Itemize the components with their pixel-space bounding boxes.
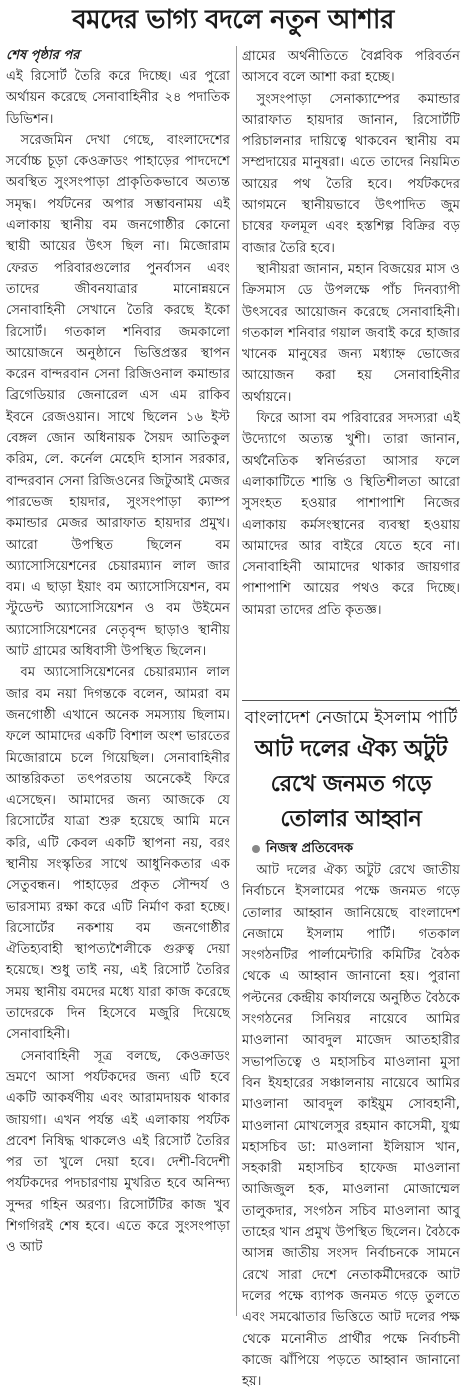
story-separator [242, 700, 460, 701]
left-paragraph: সেনাবাহিনী সূত্র বলছে, কেওক্রাডং ভ্রমণে আসা পর্যটকদের জন্য এটি হবে একটি আকর্ষণীয় এবং আরামদায়ক থাকার জায়গা। এখন পর্যন্ত এই এলাকায় পর্যটক প্রবেশ নিষিদ্ধ থাকলেও এই রিসোর্ট তৈরির পর তা খুলে দেয়া হবে। দেশী-বিদেশী পর্যটকদের পদচারণায় মুখরিত হবে অনিন্দ্য সুন্দর গহিন অরণ্য। রিসোর্টটির কাজ খুব শিগগিরই শেষ হবে। এতে করে সুংসংপাড়া ও আট [6, 1048, 230, 1256]
column-divider [236, 46, 237, 1316]
left-column [6, 46, 230, 1259]
continued-from-label: শেষ পৃষ্ঠার পর [6, 48, 80, 63]
right-paragraph: গ্রামের অর্থনীতিতে বৈপ্লবিক পরিবর্তন আসবে বলে আশা করা হচ্ছে। [242, 49, 460, 86]
left-paragraph: এই রিসোর্ট তৈরি করে দিচ্ছে। এর পুরো অর্থায়ন করেছে সেনাবাহিনীর ২৪ পদাতিক ডিভিশন। [6, 69, 230, 127]
second-story-body [242, 860, 460, 1392]
left-paragraph: সরেজমিন দেখা গেছে, বাংলাদেশের সর্বোচ্চ চূড়া কেওক্রাডং পাহাড়ের পাদদেশে অবস্থিত সুংসংপাড়া প্রাকৃতিকভাবে অত্যন্ত সমৃদ্ধ। পর্যটনের অপার সম্ভাবনাময় এই এলাকায় স্থানীয় বম জনগোষ্ঠীর কোনো স্থায়ী আয়ের উৎস ছিল না। মিজোরাম ফেরত পরিবারগুলোর পুনর্বাসন এবং তাদের জীবনযাত্রার মানোন্নয়নে সেনাবাহিনী সেখানে তৈরি করছে ইকো রিসোর্ট। গতকাল শনিবার জমকালো আয়োজনে অনুষ্ঠানে ভিত্তিপ্রস্তর স্থাপন করেন বান্দরবান সেনা রিজিওনাল কমান্ডার ব্রিগেডিয়ার জেনারেল এস এম রাকিব ইবনে রেজওয়ান। সাথে ছিলেন ১৬ ইস্ট বেঙ্গল জোন অধিনায়ক সৈয়দ আতিকুল করিম, লে. কর্নেল মেহেদি হাসান সরকার, বান্দরবান সেনা রিজিওনের জিটুআই মেজর পারভেজ হায়দার, সুংসংপাড়া ক্যাম্প কমান্ডার মেজর আরাফাত হায়দার প্রমুখ। আরো উপস্থিত ছিলেন বম অ্যাসোসিয়েশনের চেয়ারম্যান লাল জার বম। এ ছাড়া ইয়াং বম অ্যাসোসিয়েশন, বম স্টুডেন্ট অ্যাসোসিয়েশন ও বম উইমেন অ্যাসোসিয়েশনের নেতৃবৃন্দ ছাড়াও স্থানীয় আট গ্রামের অধিবাসী উপস্থিত ছিলেন। [6, 132, 231, 660]
right-column [242, 46, 460, 621]
bullet-icon [252, 845, 260, 853]
right-paragraph: সুংসংপাড়া সেনাক্যাম্পের কমান্ডার আরাফাত হায়দার জানান, রিসোর্টটি পরিচালনার দায়িত্বে থাকবেন স্থানীয় বম সম্প্রদায়ের মানুষরা। এতে তাদের নিয়মিত আয়ের পথ তৈরি হবে। পর্যটকদের আগমনে স্থানীয়ভাবে উৎপাদিত জুম চাষের ফলমূল এবং হস্তশিল্প বিক্রির বড় বাজার তৈরি হবে। [242, 91, 460, 256]
left-paragraph: বম অ্যাসোসিয়েশনের চেয়ারম্যান লাল জার বম নয়া দিগন্তকে বলেন, আমরা বম জনগোষ্ঠী এখানে অনেক সমস্যায় ছিলাম। ফলে আমাদের একটি বিশাল অংশ ভারতের মিজোরামে চলে গিয়েছিল। সেনাবাহিনীর আন্তরিকতা তৎপরতায় অনেকেই ফিরে এসেছেন। আমাদের জন্য আজকে যে রিসোর্টের যাত্রা শুরু হয়েছে আমি মনে করি, এটি কেবল একটি স্থাপনা নয়, বরং স্থানীয় সংস্কৃতির সাথে আধুনিকতার এক সেতুবন্ধন। পাহাড়ের প্রকৃত সৌন্দর্য ও ভারসাম্য রক্ষা করে এটি নির্মাণ করা হচ্ছে। রিসোর্টের নকশায় বম জনগোষ্ঠীর ঐতিহ্যবাহী স্থাপত্যশৈলীকে গুরুত্ব দেয়া হয়েছে। শুধু তাই নয়, এই রিসোর্ট তৈরির সময় স্থানীয় বমদের মধ্যে যারা কাজ করেছে তাদেরকে দিন হিসেবে মজুরি দিয়েছে সেনাবাহিনী। [6, 665, 230, 1043]
second-story-kicker: বাংলাদেশ নেজামে ইসলাম পার্টি [244, 708, 458, 728]
byline [252, 840, 460, 858]
right-paragraph: স্থানীয়রা জানান, মহান বিজয়ের মাস ও ক্রিসমাস ডে উপলক্ষে পাঁচ দিনব্যাপী উৎসবের আয়োজন করেছে সেনাবাহিনী। গতকাল শনিবার গয়াল জবাই করে হাজার খানেক মানুষের জন্য মধ্যাহ্ন ভোজের আয়োজন করা হয় সেনাবাহিনীর অর্থায়নে। [242, 261, 460, 405]
main-headline: বমদের ভাগ্য বদলে নতুন আশার [72, 5, 394, 35]
byline-text: নিজস্ব প্রতিবেদক [266, 841, 354, 856]
second-story-paragraph: আট দলের ঐক্য অটুট রেখে জাতীয় নির্বাচনে ইসলামের পক্ষে জনমত গড়ে তোলার আহ্বান জানিয়েছে বাংলাদেশ নেজামে ইসলাম পার্টি। গতকাল সংগঠনটির পার্লামেন্টারি কমিটির বৈঠক থেকে এ আহ্বান জানানো হয়। পুরানা পল্টনের কেন্দ্রীয় কার্যালয়ে অনুষ্ঠিত বৈঠকে সংগঠনের সিনিয়র নায়েবে আমির মাওলানা আবদুল মাজেদ আতহারীর সভাপতিত্বে ও মহাসচিব মাওলানা মুসা বিন ইযহারের সঞ্চালনায় নায়েবে আমির মাওলানা আবদুল কাইয়ুম সোবহানী, মাওলানা মোখলেসুর রহমান কাসেমী, যুগ্ম মহাসচিব ডা: মাওলানা ইলিয়াস খান, সহকারী মহাসচিব হাফেজ মাওলানা আজিজুল হক, মাওলানা মোজাম্মেল তালুকদার, সংগঠন সচিব মাওলানা আবু তাহের খান প্রমুখ উপস্থিত ছিলেন। বৈঠকে আসন্ন জাতীয় সংসদ নির্বাচনকে সামনে রেখে সারা দেশে নেতাকর্মীদেরকে আট দলের পক্ষে ব্যাপক জনমত গড়ে তুলতে এবং সমঝোতার ভিত্তিতে আট দলের পক্ষ থেকে মনোনীত প্রার্থীর পক্ষে নির্বাচনী কাজে ঝাঁপিয়ে পড়তে আহ্বান জানানো হয়। [242, 863, 460, 1390]
second-story-headline: আট দলের ঐক্য অটুট রেখে জনমত গড়ে তোলার আহ্বান [254, 736, 448, 832]
right-paragraph: ফিরে আসা বম পরিবারের সদস্যরা এই উদ্যোগে অত্যন্ত খুশী। তারা জানান, অর্থনৈতিক স্বনির্ভরতা আসার ফলে এলাকাটিতে শান্তি ও স্থিতিশীলতা আরো সুসংহত হওয়ার পাশাপাশি নিজের এলাকায় কর্মসংস্থানের ব্যবস্থা হওয়ায় আমাদের আর বাইরে যেতে হবে না। সেনাবাহিনী আমাদের থাকার জায়গার পাশাপাশি আয়ের পথও করে দিচ্ছে। আমরা তাদের প্রতি কৃতজ্ঞ। [242, 411, 460, 618]
